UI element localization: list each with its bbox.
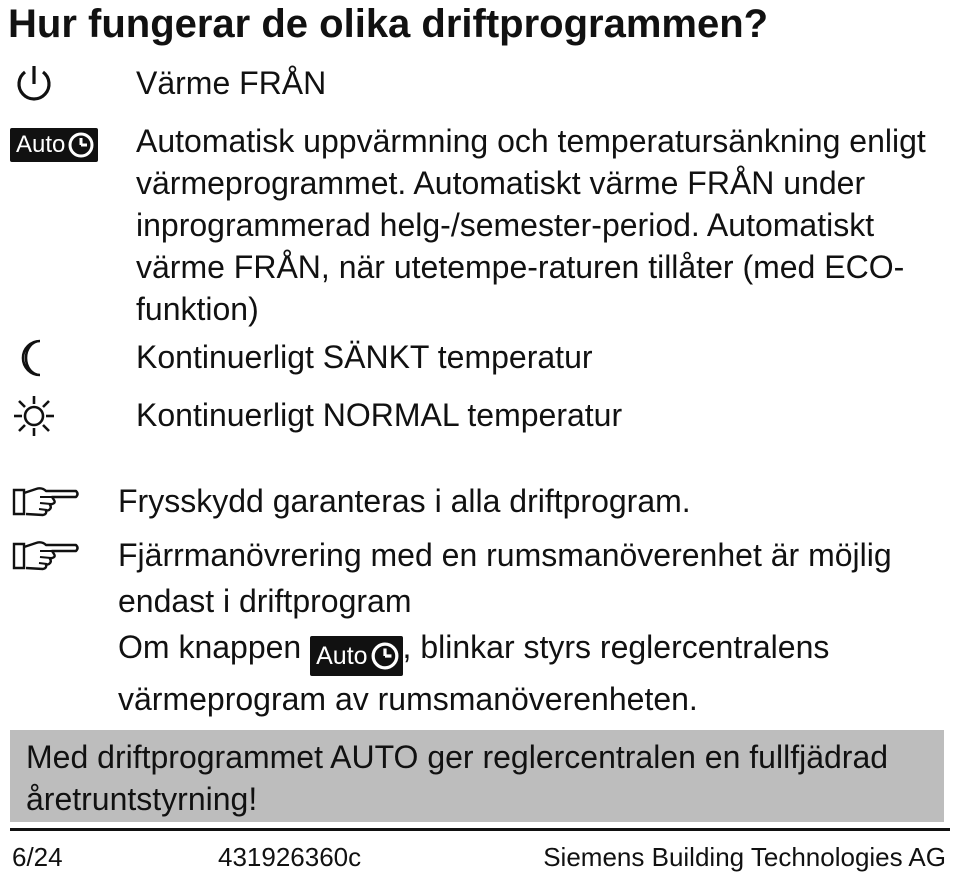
auto-label: Auto xyxy=(16,131,66,158)
mode-item-reduced xyxy=(10,336,950,380)
pointing-hand-icon xyxy=(12,484,80,523)
sun-icon xyxy=(12,394,56,443)
mode-text: Automatisk uppvärmning och temperatursänkning enligt värmeprogrammet. Automatiskt värme FRÅN under inprogrammerad helg-/semester-period. Automatiskt värme FRÅN, när utetempe-raturen tillåter (med ECO-funktion) xyxy=(136,123,926,327)
mode-text: Värme FRÅN xyxy=(136,65,327,101)
mode-text: Kontinuerligt SÄNKT temperatur xyxy=(136,339,593,375)
page-title: Hur fungerar de olika driftprogrammen? xyxy=(8,2,769,46)
mode-text: Kontinuerligt NORMAL temperatur xyxy=(136,397,623,433)
mode-item-normal xyxy=(10,394,950,438)
highlight-text: Med driftprogrammet AUTO ger reglercentralen en fullfjädrad åretruntstyrning! xyxy=(26,739,889,817)
footer-document-number: 431926360c xyxy=(218,842,362,872)
note-text: Frysskydd garanteras i alla driftprogram. xyxy=(118,483,691,519)
power-icon xyxy=(12,64,56,109)
note-item xyxy=(10,478,950,524)
mode-item-off xyxy=(10,62,950,106)
auto-clock-icon xyxy=(10,128,98,162)
auto-clock-icon xyxy=(310,636,402,676)
note-text-block xyxy=(118,532,948,722)
auto-label: Auto xyxy=(316,642,368,670)
footer-divider xyxy=(10,828,950,831)
clock-icon xyxy=(371,642,399,670)
footer-page-number: 6/24 xyxy=(12,842,63,872)
highlight-box xyxy=(10,730,944,822)
note-text: Om knappen xyxy=(118,629,311,665)
note-text: , blinkar styrs reglercentralens värmeprogram av rumsmanöverenheten. xyxy=(118,629,830,717)
note-text-with-badge xyxy=(118,624,948,722)
pointing-hand-icon xyxy=(12,538,80,577)
footer-company: Siemens Building Technologies AG xyxy=(543,842,946,872)
clock-icon xyxy=(68,132,94,158)
note-item xyxy=(10,532,950,722)
mode-item-auto xyxy=(10,120,950,330)
note-text: Fjärrmanövrering med en rumsmanöverenhet är möjlig endast i driftprogram xyxy=(118,537,892,619)
moon-icon xyxy=(14,338,54,383)
